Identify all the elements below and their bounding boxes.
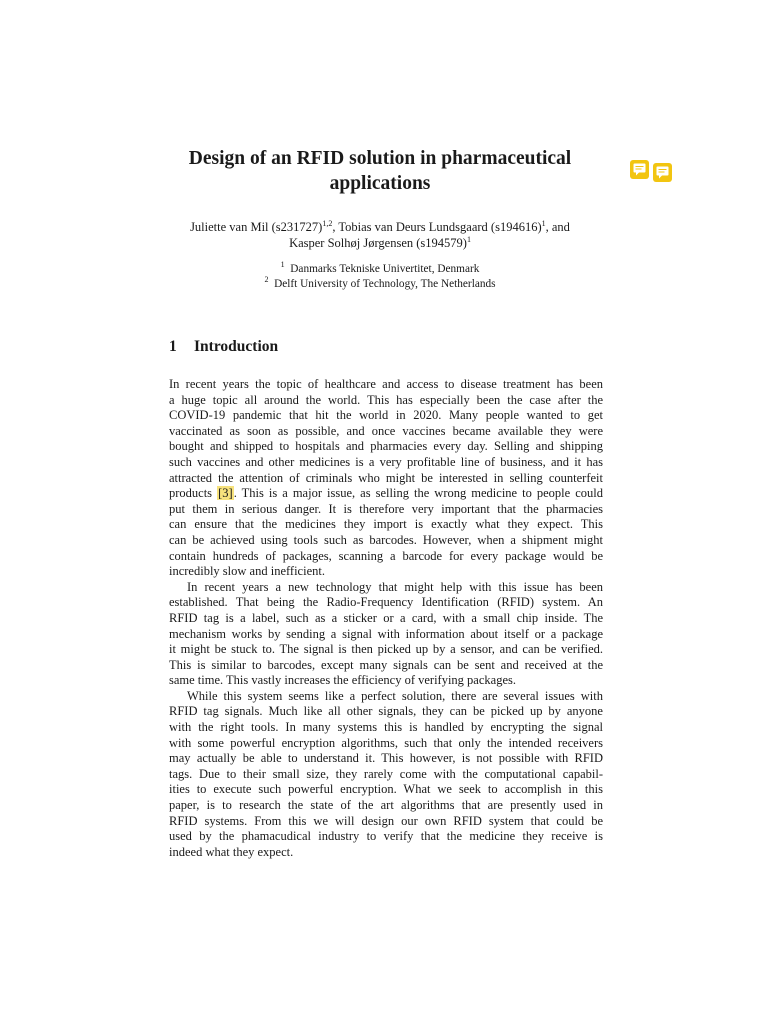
- comment-annotations[interactable]: [630, 160, 676, 186]
- paper-title: [150, 146, 610, 196]
- text-line: with the right tools. In many systems this is handled by encrypting the signal: [169, 720, 603, 735]
- section-number: 1: [169, 338, 177, 355]
- text-line: RFID tag is a label, such as a sticker or a card, with a small chip inside. The: [169, 610, 603, 625]
- text-line: mechanism works by sending a signal with information about itself or a package: [169, 626, 603, 641]
- text-line: While this system seems like a perfect solution, there are several issues with: [187, 688, 603, 703]
- author-affiliation-sup: 1,2: [322, 218, 333, 228]
- text-line: tags. Due to their small size, they rarely come with the computational capabil-: [169, 766, 603, 781]
- text-line: vaccinated as soon as possible, and once vaccines became available they were: [169, 423, 603, 438]
- text-line: can be achieved using tools such as barcodes. However, when a shipment might: [169, 532, 603, 547]
- text-line: such vaccines and other medicines is a very profitable line of business, and it has: [169, 454, 603, 469]
- author-affiliation-sup: 1: [466, 234, 471, 244]
- author-separator: ,: [332, 220, 339, 234]
- authors-line-2: [150, 235, 610, 251]
- section-heading: [169, 338, 278, 356]
- title-line-2: applications: [329, 173, 431, 194]
- text-line: incredibly slow and inefficient.: [169, 564, 325, 579]
- title-line-1: Design of an RFID solution in pharmaceutical: [188, 148, 572, 169]
- text-line: indeed what they expect.: [169, 844, 294, 859]
- text-line: bought and shipped to hospitals and pharmacies every day. Selling and shipping: [169, 439, 603, 454]
- text-line: same time. This vastly increases the efficiency of verifying packages.: [169, 673, 516, 688]
- affiliation-number: 1: [280, 260, 285, 270]
- paragraph: [169, 580, 603, 689]
- text-line: COVID-19 pandemic that hit the world in 2020. Many people wanted to get: [169, 408, 603, 423]
- text-line: used by the phamacudical industry to verify that the medicine they receive is: [169, 829, 603, 844]
- text-line: [169, 486, 603, 502]
- text-line: In recent years a new technology that might help with this issue has been: [187, 579, 603, 594]
- affiliation: [150, 262, 610, 277]
- text-line: may actually be able to understand it. This however, is not possible with RFID: [169, 751, 603, 766]
- text-fragment: products: [169, 486, 213, 501]
- text-line: RFID tag signals. Much like all other signals, they can be picked up by anyone: [169, 704, 603, 719]
- comment-icon[interactable]: [653, 163, 672, 182]
- text-line: RFID systems. From this we will design our own RFID system that could be: [169, 813, 603, 828]
- text-line: established. That being the Radio-Frequency Identification (RFID) system. An: [169, 595, 603, 610]
- citation-link[interactable]: [3]: [218, 486, 233, 501]
- affiliation-text: Delft University of Technology, The Netherlands: [274, 277, 496, 290]
- author-name: Tobias van Deurs Lundsgaard (s194616): [338, 220, 542, 234]
- text-line: ities to execute such powerful encryption. What we seek to accomplish in this: [169, 782, 603, 797]
- affiliation-number: 2: [264, 274, 269, 284]
- paragraph: [169, 689, 603, 861]
- text-line: contain hundreds of packages, scanning a barcode for every package would be: [169, 548, 603, 563]
- text-fragment: . This is a major issue, as selling the wrong medicine to people could: [233, 486, 604, 501]
- text-line: it might be stuck to. The signal is then picked up by a sensor, and can be verified.: [169, 642, 603, 657]
- affiliation: [150, 274, 610, 292]
- author-conjunction: , and: [545, 220, 570, 234]
- author-name: Kasper Solhøj Jørgensen (s194579): [289, 236, 467, 250]
- body-text: [169, 377, 603, 860]
- text-line: a huge topic all around the world. This has especially been the case after the: [169, 392, 603, 407]
- text-line: This is similar to barcodes, except many signals can be sent and received at the: [169, 657, 603, 672]
- paragraph: [169, 377, 603, 580]
- affiliations: [150, 262, 610, 291]
- text-line: attracted the attention of criminals who might be interested in selling counterfeit: [169, 470, 603, 485]
- author-affiliation-sup: 1: [541, 218, 546, 228]
- authors-line-1: [150, 219, 610, 235]
- comment-icon[interactable]: [630, 160, 649, 179]
- author-name: Juliette van Mil (s231727): [190, 220, 323, 234]
- author-list: [150, 219, 610, 251]
- section-title: Introduction: [194, 338, 279, 355]
- text-line: can ensure that the medicines they import is exactly what they expect. This: [169, 517, 603, 532]
- text-line: paper, is to research the state of the art algorithms that are presently used in: [169, 798, 603, 813]
- text-line: put them in serious danger. It is therefore very important that the pharmacies: [169, 501, 603, 516]
- affiliation-text: Danmarks Tekniske Univertitet, Denmark: [290, 263, 480, 275]
- text-line: In recent years the topic of healthcare and access to disease treatment has been: [169, 377, 603, 391]
- text-line: with some powerful encryption algorithms, such that only the intended receivers: [169, 735, 603, 750]
